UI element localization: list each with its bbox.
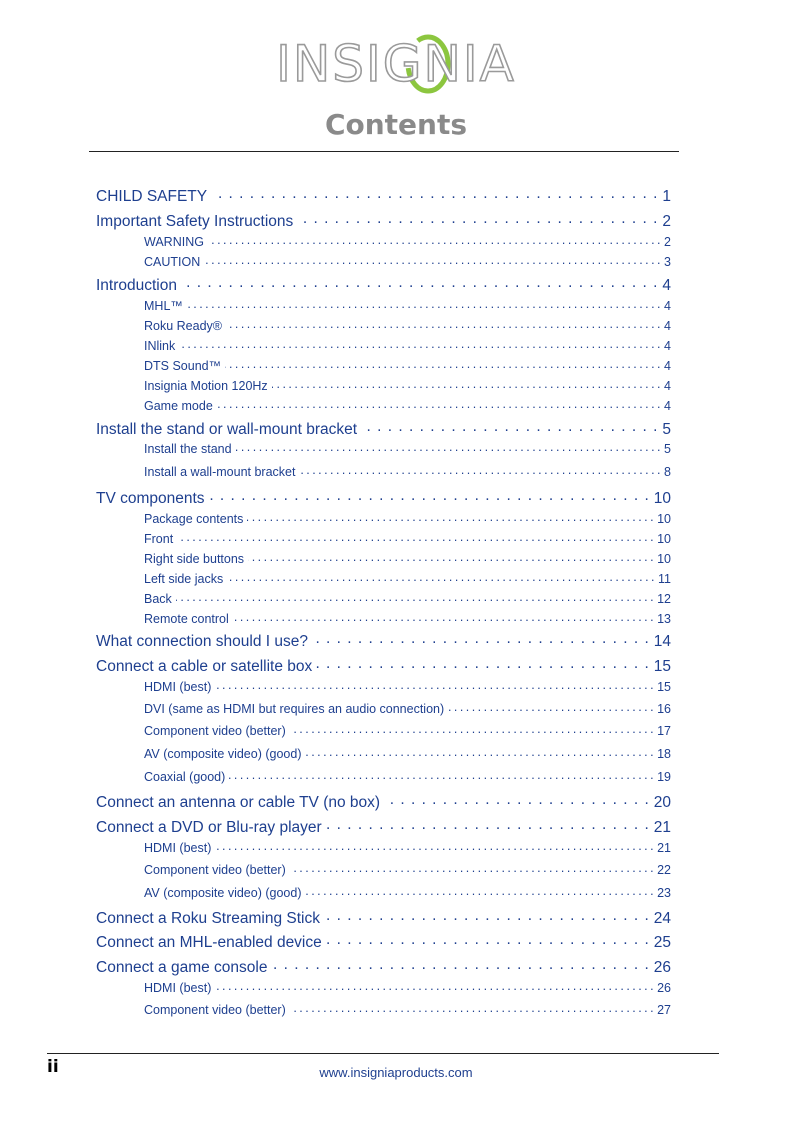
toc-entry-page: 4 xyxy=(664,338,671,353)
toc-entry[interactable] xyxy=(144,440,671,456)
toc-entry-title: DTS Sound™ xyxy=(144,358,222,373)
toc-entry-page: 10 xyxy=(657,511,671,526)
toc-entry[interactable] xyxy=(144,377,671,393)
toc-entry[interactable] xyxy=(144,1001,671,1017)
toc-entry-title: Component video (better) xyxy=(144,1002,286,1017)
dot-leader xyxy=(305,884,653,897)
toc-entry[interactable] xyxy=(144,233,671,249)
toc-entry-title: HDMI (best) xyxy=(144,679,212,694)
toc-entry[interactable] xyxy=(144,722,671,738)
toc-entry[interactable] xyxy=(144,745,671,761)
toc-entry-title: INlink xyxy=(144,338,176,353)
toc-entry[interactable] xyxy=(96,931,671,952)
toc-entry[interactable] xyxy=(144,979,671,995)
toc-entry-title: HDMI (best) xyxy=(144,980,212,995)
toc-entry[interactable] xyxy=(144,337,671,353)
toc-entry-page: 4 xyxy=(664,298,671,313)
dot-leader xyxy=(233,610,653,623)
toc-entry-page: 27 xyxy=(657,1002,671,1017)
dot-leader xyxy=(247,510,653,523)
toc-entry-title: CHILD SAFETY xyxy=(96,187,208,205)
toc-entry-title: TV components xyxy=(96,489,205,507)
toc-entry[interactable] xyxy=(96,274,671,295)
toc-entry-title: Component video (better) xyxy=(144,723,286,738)
top-divider xyxy=(89,151,679,152)
toc-entry-page: 18 xyxy=(657,746,671,761)
toc-entry-page: 10 xyxy=(653,489,671,507)
toc-entry[interactable] xyxy=(144,253,671,269)
footer-url[interactable]: www.insigniaproducts.com xyxy=(319,1065,473,1080)
logo-wordmark: INSIGNIA xyxy=(276,35,516,93)
dot-leader xyxy=(236,440,660,453)
toc-entry[interactable] xyxy=(144,839,671,855)
toc-entry-title: Connect a Roku Streaming Stick xyxy=(96,909,320,927)
toc-entry-page: 4 xyxy=(664,358,671,373)
toc-entry[interactable] xyxy=(96,210,671,231)
toc-entry-title: Connect a game console xyxy=(96,958,268,976)
bottom-divider xyxy=(47,1053,719,1054)
dot-leader xyxy=(324,907,650,923)
dot-leader xyxy=(227,570,654,583)
toc-entry-page: 10 xyxy=(657,551,671,566)
toc-entry[interactable] xyxy=(144,610,671,626)
page-title: Contents xyxy=(324,108,468,141)
dot-leader xyxy=(290,722,653,735)
toc-entry-title: Remote control xyxy=(144,611,229,626)
dot-leader xyxy=(177,530,653,543)
toc-entry-page: 11 xyxy=(658,571,671,586)
toc-entry-title: WARNING xyxy=(144,234,204,249)
toc-entry-page: 15 xyxy=(653,657,671,675)
dot-leader xyxy=(305,745,653,758)
dot-leader xyxy=(215,839,653,852)
toc-entry-title: Component video (better) xyxy=(144,862,286,877)
toc-entry[interactable] xyxy=(144,768,671,784)
dot-leader xyxy=(204,253,660,266)
toc-entry-title: Install the stand or wall-mount bracket xyxy=(96,420,358,438)
toc-entry-page: 5 xyxy=(664,441,671,456)
dot-leader xyxy=(187,297,660,310)
toc-entry-title: Insignia Motion 120Hz xyxy=(144,378,268,393)
dot-leader xyxy=(272,377,660,390)
toc-entry-page: 22 xyxy=(657,862,671,877)
toc-entry-title: Left side jacks xyxy=(144,571,224,586)
toc-entry[interactable] xyxy=(144,861,671,877)
toc-entry-title: Install the stand xyxy=(144,441,232,456)
toc-entry[interactable] xyxy=(96,956,671,977)
toc-entry-page: 13 xyxy=(657,611,671,626)
dot-leader xyxy=(361,418,658,434)
dot-leader xyxy=(384,791,650,807)
insignia-logo xyxy=(0,34,792,96)
toc-entry[interactable] xyxy=(144,510,671,526)
toc-entry-title: Right side buttons xyxy=(144,551,245,566)
dot-leader xyxy=(290,1001,653,1014)
toc-entry-page: 8 xyxy=(664,464,671,479)
dot-leader xyxy=(208,233,660,246)
toc-entry-page: 1 xyxy=(662,187,671,205)
dot-leader xyxy=(217,397,660,410)
toc-entry-page: 5 xyxy=(662,420,671,438)
toc-entry[interactable] xyxy=(96,487,671,508)
page-number: ii xyxy=(47,1057,59,1077)
toc-entry[interactable] xyxy=(144,678,671,694)
toc-entry-title: Roku Ready® xyxy=(144,318,222,333)
toc-entry-page: 4 xyxy=(662,276,671,294)
toc-entry-page: 12 xyxy=(657,591,671,606)
dot-leader xyxy=(297,210,658,226)
toc-entry-title: Connect an antenna or cable TV (no box) xyxy=(96,793,381,811)
dot-leader xyxy=(229,768,653,781)
toc-entry-title: HDMI (best) xyxy=(144,840,212,855)
dot-leader xyxy=(290,861,653,874)
toc-entry-page: 23 xyxy=(657,885,671,900)
toc-entry-page: 25 xyxy=(653,933,671,951)
dot-leader xyxy=(326,931,650,947)
toc-entry-page: 10 xyxy=(657,531,671,546)
toc-entry-page: 17 xyxy=(657,723,671,738)
toc-entry[interactable] xyxy=(144,570,671,586)
toc-entry-page: 14 xyxy=(653,632,671,650)
toc-entry-page: 16 xyxy=(657,701,671,716)
toc-entry-page: 4 xyxy=(664,398,671,413)
toc-entry[interactable] xyxy=(96,630,671,651)
toc-entry-title: Install a wall-mount bracket xyxy=(144,464,296,479)
dot-leader xyxy=(448,700,653,713)
toc-entry-title: AV (composite video) (good) xyxy=(144,746,302,761)
toc-entry-title: AV (composite video) (good) xyxy=(144,885,302,900)
toc-entry-page: 19 xyxy=(657,769,671,784)
toc-entry-page: 3 xyxy=(664,254,671,269)
toc-entry-title: Connect a DVD or Blu-ray player xyxy=(96,818,322,836)
toc-entry[interactable] xyxy=(144,397,671,413)
toc-entry-title: Back xyxy=(144,591,172,606)
toc-entry[interactable] xyxy=(144,463,671,479)
toc-entry-title: Package contents xyxy=(144,511,244,526)
dot-leader xyxy=(299,463,660,476)
dot-leader xyxy=(215,979,653,992)
toc-entry-page: 2 xyxy=(664,234,671,249)
toc-entry-page: 4 xyxy=(664,378,671,393)
toc-entry-title: DVI (same as HDMI but requires an audio connection) xyxy=(144,701,445,716)
toc-entry[interactable] xyxy=(96,185,671,206)
toc-entry[interactable] xyxy=(144,700,671,716)
toc-entry[interactable] xyxy=(144,317,671,333)
toc-entry[interactable] xyxy=(144,590,671,606)
dot-leader xyxy=(312,630,650,646)
dot-leader xyxy=(176,590,653,603)
toc-entry[interactable] xyxy=(144,530,671,546)
toc-entry[interactable] xyxy=(96,907,671,928)
toc-entry-title: What connection should I use? xyxy=(96,632,308,650)
toc-entry-title: Introduction xyxy=(96,276,177,294)
toc-entry-title: Front xyxy=(144,531,174,546)
toc-entry[interactable] xyxy=(144,550,671,566)
toc-entry-title: Connect an MHL-enabled device xyxy=(96,933,322,951)
toc-entry-page: 26 xyxy=(657,980,671,995)
toc-entry[interactable] xyxy=(144,297,671,313)
dot-leader xyxy=(271,956,649,972)
toc-entry-page: 2 xyxy=(662,212,671,230)
toc-entry-page: 26 xyxy=(653,958,671,976)
toc-entry[interactable] xyxy=(96,791,671,812)
toc-entry[interactable] xyxy=(96,816,671,837)
toc-entry-page: 4 xyxy=(664,318,671,333)
toc-entry-title: Important Safety Instructions xyxy=(96,212,294,230)
dot-leader xyxy=(225,357,660,370)
dot-leader xyxy=(215,678,653,691)
toc-entry[interactable] xyxy=(144,357,671,373)
dot-leader xyxy=(248,550,653,563)
dot-leader xyxy=(326,816,650,832)
dot-leader xyxy=(316,655,649,671)
toc-entry-title: Game mode xyxy=(144,398,213,413)
toc-entry-title: Coaxial (good) xyxy=(144,769,226,784)
dot-leader xyxy=(179,337,660,350)
toc-entry-page: 20 xyxy=(653,793,671,811)
dot-leader xyxy=(211,185,658,201)
toc-entry[interactable] xyxy=(96,655,671,676)
toc-entry-page: 21 xyxy=(653,818,671,836)
toc-entry[interactable] xyxy=(144,884,671,900)
dot-leader xyxy=(226,317,660,330)
dot-leader xyxy=(209,487,650,503)
toc-entry-title: MHL™ xyxy=(144,298,183,313)
toc-entry-page: 21 xyxy=(657,840,671,855)
toc-entry-page: 24 xyxy=(653,909,671,927)
toc-entry-title: CAUTION xyxy=(144,254,201,269)
toc-entry-title: Connect a cable or satellite box xyxy=(96,657,313,675)
toc-entry[interactable] xyxy=(96,418,671,439)
toc-entry-page: 15 xyxy=(657,679,671,694)
dot-leader xyxy=(181,274,658,290)
